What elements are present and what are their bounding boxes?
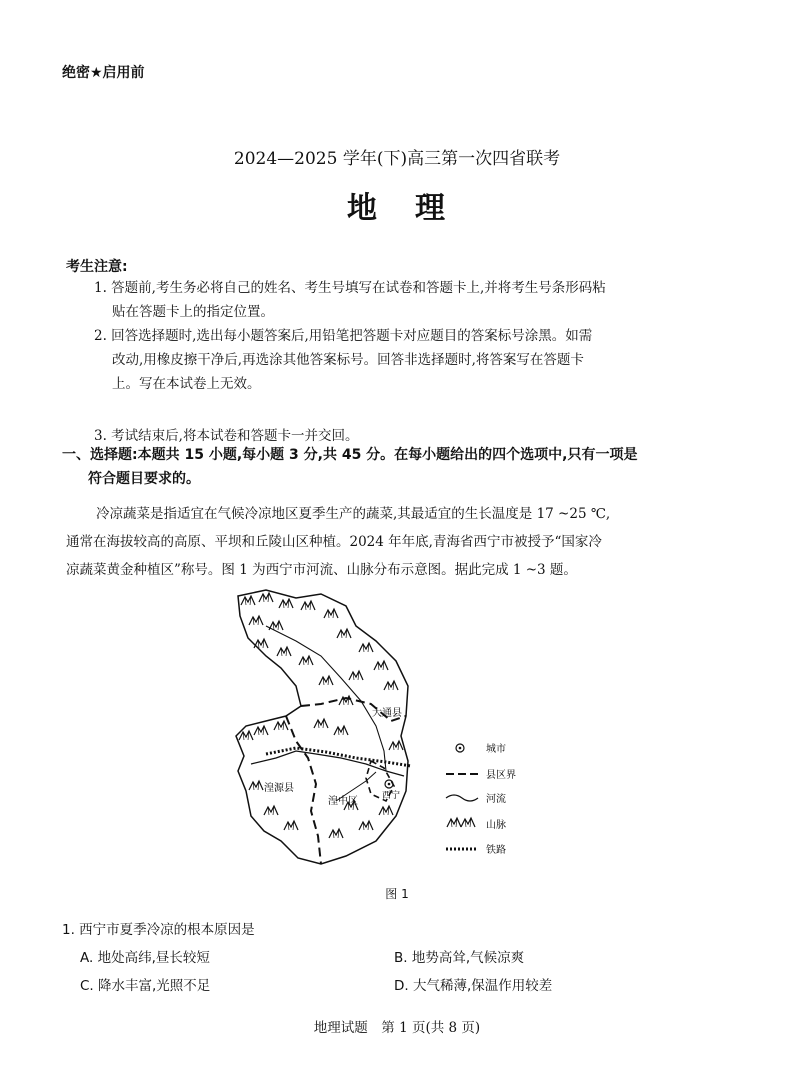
subject-char-2: 理: [415, 191, 447, 226]
subject-title: [0, 183, 794, 227]
subject-char-1: 地: [347, 191, 379, 226]
legend-river: 河流: [486, 794, 506, 805]
notice-item-2-cont: 改动,用橡皮擦干净后,再选涂其他答案标号。回答非选择题时,将答案写在答题卡: [112, 352, 584, 368]
question-1-option-a: A. 地处高纬,昼长较短: [80, 950, 210, 966]
notice-item-3: 3. 考试结束后,将本试卷和答题卡一并交回。: [94, 428, 359, 444]
exam-title: 2024—2025 学年(下)高三第一次四省联考: [233, 149, 561, 169]
question-1-stem: 1. 西宁市夏季冷凉的根本原因是: [62, 922, 255, 938]
legend-city: 城市: [486, 744, 506, 755]
notice-item-1: 1. 答题前,考生务必将自己的姓名、考生号填写在试卷和答题卡上,并将考生号条形码粘: [94, 280, 606, 296]
map-outline: [236, 590, 408, 864]
label-huangzhong: 湟中区: [328, 796, 358, 807]
passage-line-1: 冷凉蔬菜是指适宜在气候冷凉地区夏季生产的蔬菜,其最适宜的生长温度是 17 ~25 ℃,: [96, 506, 611, 522]
confidential-label: 绝密★启用前: [62, 65, 145, 81]
legend-mountain: 山脉: [486, 820, 506, 831]
river-huangshui: [251, 751, 404, 776]
passage-line-3: 凉蔬菜黄金种植区”称号。图 1 为西宁市河流、山脉分布示意图。据此完成 1 ~3 题。: [66, 562, 577, 578]
map-legend: [446, 742, 516, 856]
label-huangyuan: 湟源县: [264, 783, 294, 794]
section-heading-cont: 符合题目要求的。: [88, 471, 200, 487]
notice-item-2-cont2: 上。写在本试卷上无效。: [112, 376, 261, 392]
page-footer: 地理试题 第 1 页(共 8 页): [313, 1020, 481, 1036]
passage-line-2: 通常在海拔较高的高原、平坝和丘陵山区种植。2024 年年底,青海省西宁市被授予“国家冷: [66, 534, 602, 550]
legend-boundary: 县区界: [486, 770, 516, 781]
notice-heading: 考生注意:: [66, 259, 128, 275]
label-datong: 大通县: [372, 708, 402, 719]
river-beichuan: [266, 626, 386, 771]
notice-item-2: 2. 回答选择题时,选出每小题答案后,用铅笔把答题卡对应题目的答案标号涂黑。如需: [94, 328, 593, 344]
question-1-option-d: D. 大气稀薄,保温作用较差: [394, 978, 553, 994]
label-xining: 西宁: [382, 791, 401, 801]
question-1-option-c: C. 降水丰富,光照不足: [80, 978, 211, 994]
figure-caption: 图 1: [385, 887, 409, 901]
section-heading: 一、选择题:本题共 15 小题,每小题 3 分,共 45 分。在每小题给出的四个选项中,只有一项是: [62, 447, 638, 463]
notice-item-1-cont: 贴在答题卡上的指定位置。: [112, 304, 274, 320]
xining-map-figure: [226, 586, 556, 881]
legend-railway: 铁路: [486, 845, 506, 856]
question-1-option-b: B. 地势高耸,气候凉爽: [394, 950, 525, 966]
